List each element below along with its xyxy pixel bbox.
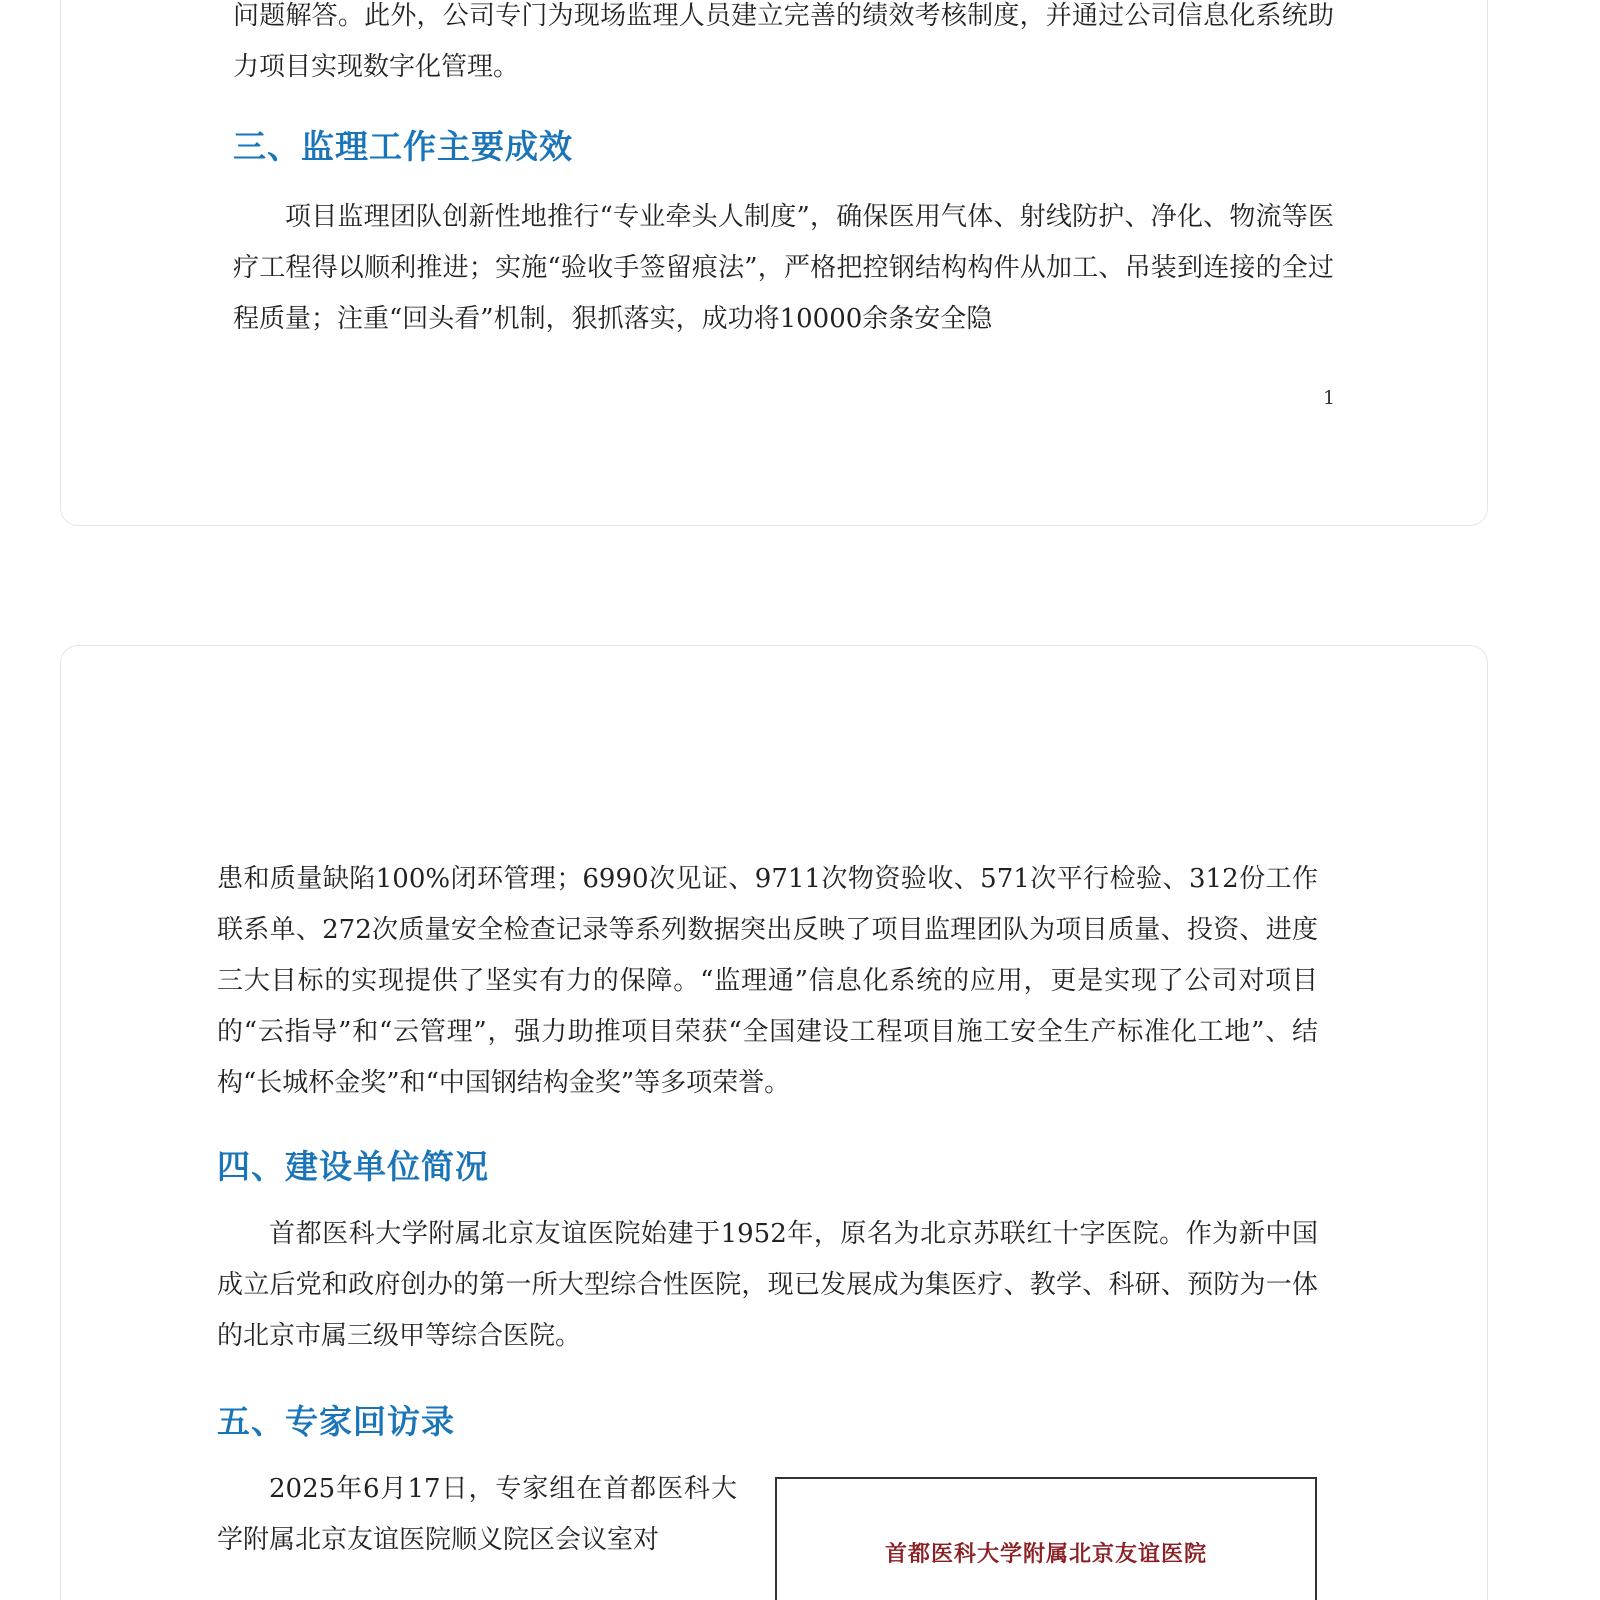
photo-frame bbox=[775, 1477, 1317, 1600]
section-heading-4: 四、建设单位简况 bbox=[217, 1147, 489, 1186]
body-paragraph: 首都医科大学附属北京友谊医院始建于1952年，原名为北京苏联红十字医院。作为新中国成立后党和政府创办的第一所大型综合性医院，现已发展成为集医疗、教学、科研、预防为一体的北京市属三级甲等综合医院。 bbox=[217, 1219, 1318, 1351]
body-paragraph: 患和质量缺陷100%闭环管理；6990次见证、9711次物资验收、571次平行检验、312份工作联系单、272次质量安全检查记录等系列数据突出反映了项目监理团队为项目质量、投资、进度三大目标的实现提供了坚实有力的保障。“监理通”信息化系统的应用，更是实现了公司对项目的“云指导”和“云管理”，强力助推项目荣获“全国建设工程项目施工安全生产标准化工地”、结构“长城杯金奖”和“中国钢结构金奖”等多项荣誉。 bbox=[217, 864, 1318, 1098]
section-heading-3: 三、监理工作主要成效 bbox=[233, 127, 573, 166]
document-page-1 bbox=[60, 0, 1488, 526]
photo-caption: 首都医科大学附属北京友谊医院 bbox=[884, 1542, 1207, 1567]
page-number: 1 bbox=[1323, 387, 1336, 409]
body-paragraph: 项目监理团队创新性地推行“专业牵头人制度”，确保医用气体、射线防护、净化、物流等医疗工程得以顺利推进；实施“验收手签留痕法”，严格把控钢结构构件从加工、吊装到连接的全过程质量；注重“回头看”机制，狠抓落实，成功将10000余条安全隐 bbox=[233, 202, 1334, 334]
body-paragraph: 2025年6月17日，专家组在首都医科大学附属北京友谊医院顺义院区会议室对 bbox=[217, 1474, 737, 1555]
body-paragraph: 问题解答。此外，公司专门为现场监理人员建立完善的绩效考核制度，并通过公司信息化系统助力项目实现数字化管理。 bbox=[233, 1, 1334, 82]
section-heading-5: 五、专家回访录 bbox=[217, 1402, 455, 1441]
document-page-2 bbox=[60, 645, 1488, 1600]
